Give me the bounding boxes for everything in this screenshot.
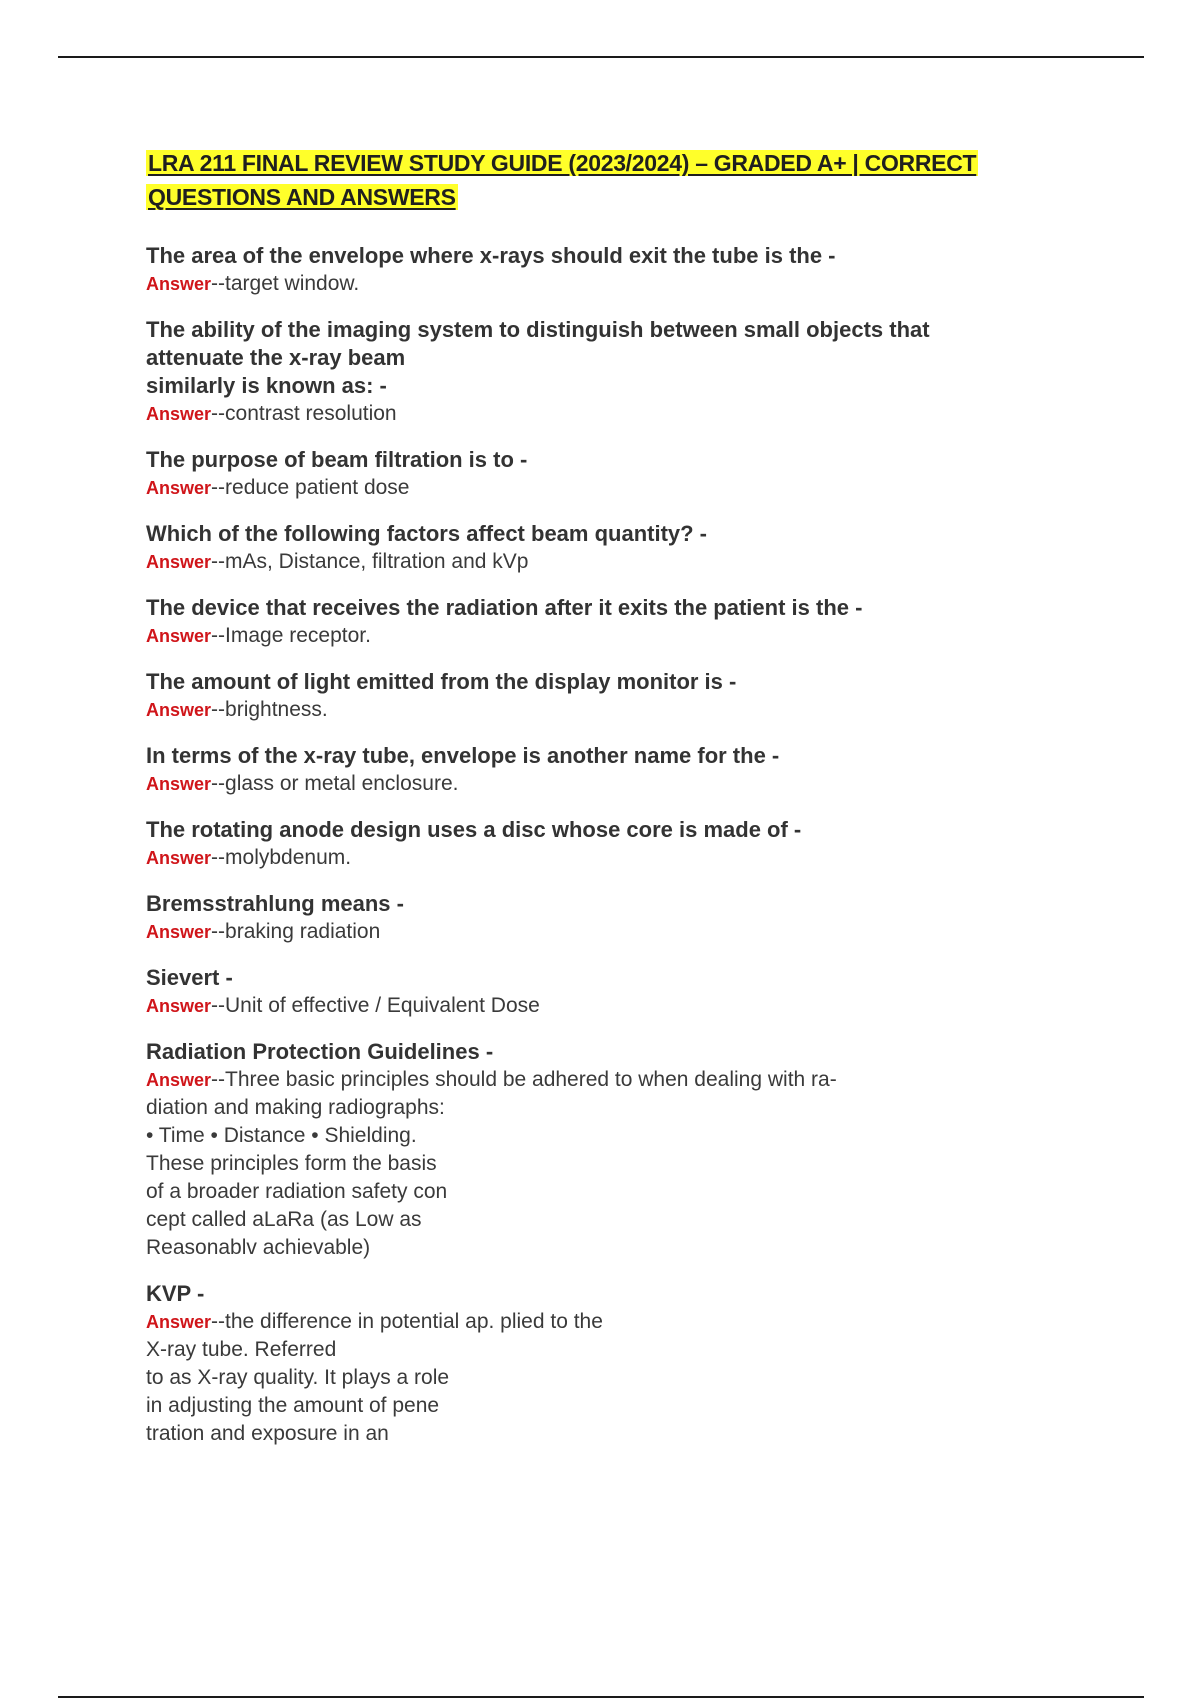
answer-line-text: These principles form the basis: [146, 1152, 437, 1175]
answer-line-text: --Three basic principles should be adhered to when dealing with ra-: [211, 1068, 837, 1091]
answer-text: [146, 770, 1046, 798]
question-line: The purpose of beam filtration is to -: [146, 447, 528, 472]
answer-label: Answer: [146, 404, 212, 424]
answer-text: [146, 1066, 1046, 1262]
question-line: The area of the envelope where x-rays should exit the tube is the -: [146, 243, 836, 268]
answer-line-text: diation and making radiographs:: [146, 1096, 445, 1119]
answer-label: Answer: [146, 700, 212, 720]
answer-text: [146, 548, 1046, 576]
answer-text: [146, 474, 1046, 502]
answer-line: [146, 1066, 1046, 1094]
document-body: [146, 146, 1046, 1448]
answer-line-text: --molybdenum.: [211, 846, 352, 869]
question-line: Which of the following factors affect beam quantity? -: [146, 521, 708, 546]
question-line: In terms of the x-ray tube, envelope is another name for the -: [146, 743, 780, 768]
answer-line-text: --contrast resolution: [211, 402, 397, 425]
qa-item: [146, 446, 1046, 502]
answer-text: [146, 400, 1046, 428]
top-rule: [58, 56, 1144, 58]
qa-item: [146, 1280, 1046, 1448]
answer-line: [146, 1420, 1046, 1448]
qa-item: [146, 242, 1046, 298]
question-text: [146, 1038, 1046, 1066]
answer-line: [146, 1234, 1046, 1262]
question-line: Radiation Protection Guidelines -: [146, 1039, 494, 1064]
answer-label: Answer: [146, 774, 212, 794]
answer-line-text: • Time • Distance • Shielding.: [146, 1124, 417, 1147]
answer-line-text: --mAs, Distance, filtration and kVp: [211, 550, 529, 573]
answer-label: Answer: [146, 478, 212, 498]
answer-line: [146, 844, 1046, 872]
answer-label: Answer: [146, 848, 212, 868]
question-text: [146, 594, 1046, 622]
answer-line-text: in adjusting the amount of pene: [146, 1394, 440, 1417]
answer-text: [146, 696, 1046, 724]
answer-line-text: X-ray tube. Referred: [146, 1338, 337, 1361]
qa-list: [146, 242, 1046, 1448]
title-line-1: LRA 211 FINAL REVIEW STUDY GUIDE (2023/2024) – GRADED A+ | CORRECT: [148, 150, 977, 176]
question-line: Bremsstrahlung means -: [146, 891, 404, 916]
answer-line: [146, 622, 1046, 650]
answer-line-text: cept called aLaRa (as Low as: [146, 1208, 422, 1231]
answer-label: Answer: [146, 1312, 212, 1332]
question-text: [146, 816, 1046, 844]
answer-line: [146, 270, 1046, 298]
qa-item: [146, 742, 1046, 798]
title-line-2: QUESTIONS AND ANSWERS: [148, 184, 456, 210]
question-text: [146, 890, 1046, 918]
question-text: [146, 446, 1046, 474]
question-line: The device that receives the radiation after it exits the patient is the -: [146, 595, 863, 620]
answer-line-text: --the difference in potential ap. plied to the: [211, 1310, 603, 1333]
document-title: [146, 146, 1046, 214]
answer-line-text: to as X-ray quality. It plays a role: [146, 1366, 450, 1389]
question-line: The ability of the imaging system to distinguish between small objects that: [146, 317, 930, 342]
answer-line: [146, 696, 1046, 724]
question-text: [146, 316, 1046, 400]
question-line: KVP -: [146, 1281, 205, 1306]
answer-text: [146, 622, 1046, 650]
answer-label: Answer: [146, 1070, 212, 1090]
question-line: attenuate the x-ray beam: [146, 345, 406, 370]
answer-text: [146, 844, 1046, 872]
answer-line-text: --Unit of effective / Equivalent Dose: [211, 994, 540, 1017]
answer-text: [146, 270, 1046, 298]
qa-item: [146, 316, 1046, 428]
answer-line: [146, 400, 1046, 428]
answer-line: [146, 548, 1046, 576]
answer-line: [146, 770, 1046, 798]
answer-line-text: --target window.: [211, 272, 360, 295]
answer-label: Answer: [146, 552, 212, 572]
answer-line-text: Reasonablv achievable): [146, 1236, 371, 1259]
answer-label: Answer: [146, 626, 212, 646]
answer-line-text: --Image receptor.: [211, 624, 371, 647]
qa-item: [146, 890, 1046, 946]
answer-label: Answer: [146, 996, 212, 1016]
answer-line: [146, 1178, 1046, 1206]
answer-line-text: --braking radiation: [211, 920, 381, 943]
answer-label: Answer: [146, 922, 212, 942]
answer-line: [146, 1122, 1046, 1150]
answer-line: [146, 1150, 1046, 1178]
answer-line: [146, 1364, 1046, 1392]
question-line: The amount of light emitted from the display monitor is -: [146, 669, 737, 694]
answer-line: [146, 1094, 1046, 1122]
question-text: [146, 242, 1046, 270]
answer-line-text: --brightness.: [211, 698, 328, 721]
answer-line: [146, 1206, 1046, 1234]
question-line: similarly is known as: -: [146, 373, 387, 398]
answer-text: [146, 918, 1046, 946]
question-text: [146, 1280, 1046, 1308]
answer-line: [146, 918, 1046, 946]
question-line: Sievert -: [146, 965, 233, 990]
answer-text: [146, 1308, 1046, 1448]
qa-item: [146, 594, 1046, 650]
qa-item: [146, 668, 1046, 724]
answer-line-text: --reduce patient dose: [211, 476, 410, 499]
question-text: [146, 964, 1046, 992]
question-text: [146, 520, 1046, 548]
qa-item: [146, 964, 1046, 1020]
answer-line-text: of a broader radiation safety con: [146, 1180, 448, 1203]
answer-line-text: tration and exposure in an: [146, 1422, 389, 1445]
answer-text: [146, 992, 1046, 1020]
qa-item: [146, 520, 1046, 576]
question-line: The rotating anode design uses a disc whose core is made of -: [146, 817, 802, 842]
answer-line: [146, 1392, 1046, 1420]
answer-line: [146, 1336, 1046, 1364]
qa-item: [146, 816, 1046, 872]
answer-label: Answer: [146, 274, 212, 294]
qa-item: [146, 1038, 1046, 1262]
question-text: [146, 742, 1046, 770]
bottom-rule: [58, 1696, 1144, 1698]
answer-line: [146, 1308, 1046, 1336]
answer-line-text: --glass or metal enclosure.: [211, 772, 459, 795]
answer-line: [146, 474, 1046, 502]
question-text: [146, 668, 1046, 696]
answer-line: [146, 992, 1046, 1020]
